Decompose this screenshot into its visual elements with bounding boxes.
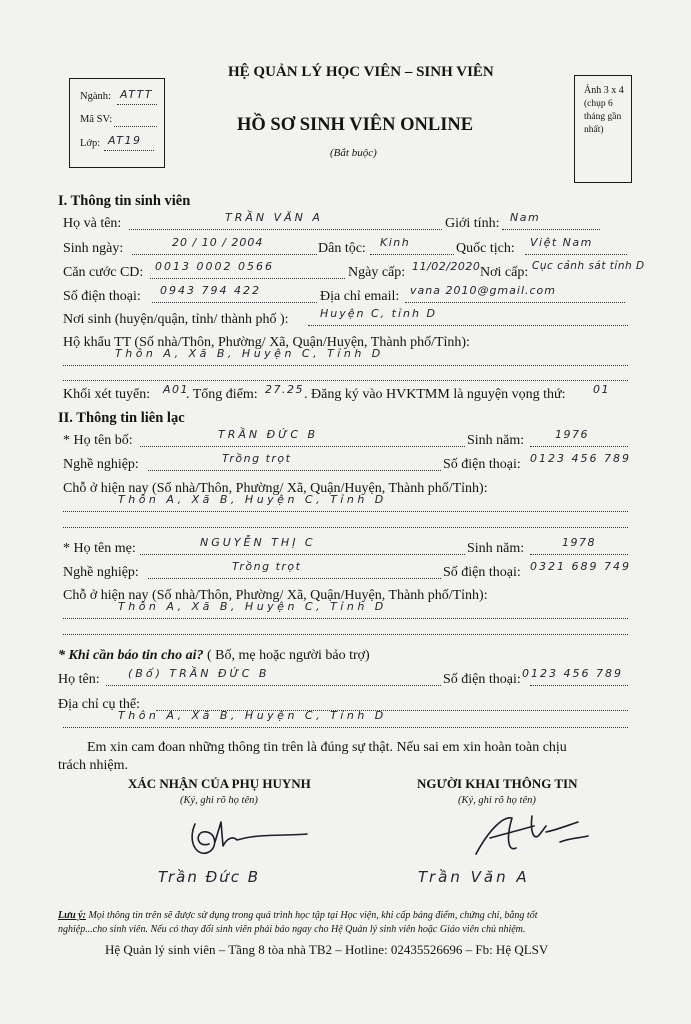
bo-choo-dots-2 (63, 527, 628, 528)
bo-nghe-label: Nghề nghiệp: (63, 457, 139, 472)
hoten-value: TRẦN VĂN A (225, 211, 323, 224)
me-nghe-dots (148, 578, 441, 579)
bo-choo-label: Chỗ ở hiện nay (Số nhà/Thôn, Phường/ Xã, Quận/Huyện, Thành phố/Tỉnh): (63, 481, 488, 496)
hoten-dots (129, 229, 442, 230)
bo-nghe-value: Trồng trọt (222, 452, 292, 465)
bo-nghe-dots (148, 470, 441, 471)
noicap-label: Nơi cấp: (480, 265, 529, 280)
bo-sdt-label: Số điện thoại: (443, 457, 521, 472)
cccd-label: Căn cước CD: (63, 265, 144, 280)
quoctich-value: Việt Nam (530, 236, 593, 249)
email-value: vana 2010@gmail.com (410, 284, 556, 297)
cccd-dots (150, 278, 345, 279)
dantoc-value: Kinh (380, 236, 411, 249)
me-choo-dots-1 (63, 618, 628, 619)
photo-line4: nhất) (584, 125, 604, 135)
commit-line2: trách nhiệm. (58, 758, 128, 773)
ngaysinh-label: Sinh ngày: (63, 241, 124, 256)
dantoc-label: Dân tộc: (318, 241, 366, 256)
lop-value: AT19 (108, 134, 142, 147)
student-signature (460, 808, 600, 868)
khican-line (58, 648, 370, 664)
lienhe-hoten-label: Họ tên: (58, 672, 100, 687)
sig-right-note: (Ký, ghi rõ họ tên) (458, 795, 536, 806)
sig-right-title: NGƯỜI KHAI THÔNG TIN (417, 776, 578, 791)
noisinh-value: Huyện C, tỉnh D (320, 307, 437, 320)
me-nghe-label: Nghề nghiệp: (63, 565, 139, 580)
tongdiem-value: 27.25 (265, 383, 304, 396)
bo-sinhnam-value: 1976 (555, 428, 589, 441)
me-sinhnam-value: 1978 (562, 536, 596, 549)
me-sdt-label: Số điện thoại: (443, 565, 521, 580)
bo-choo-dots-1 (63, 511, 628, 512)
ngaysinh-dots (132, 254, 317, 255)
footer-contact: Hệ Quản lý sinh viên – Tầng 8 tòa nhà TB2 – Hotline: 02435526696 – Fb: Hệ QLSV (105, 942, 549, 957)
tongdiem-label: . Tổng điểm: (186, 387, 258, 402)
khoi-label: Khối xét tuyển: (63, 387, 151, 402)
sig-left-name: Trần Đức B (158, 868, 261, 886)
quoctich-dots (525, 254, 627, 255)
khican-note: ( Bố, mẹ hoặc người bảo trợ) (203, 648, 370, 663)
me-label: * Họ tên mẹ: (63, 541, 136, 556)
sig-left-title: XÁC NHẬN CỦA PHỤ HUYNH (128, 776, 311, 791)
khican-label: * Khi cần báo tin cho ai? (58, 648, 204, 663)
ngaysinh-value: 20 / 10 / 2004 (172, 236, 264, 249)
lienhe-hoten-value: (Bố) TRẦN ĐỨC B (128, 667, 270, 680)
nganh-value: ATTT (120, 88, 153, 101)
quoctich-label: Quốc tịch: (456, 241, 515, 256)
me-nghe-value: Trồng trọt (232, 560, 302, 573)
masv-dots (114, 126, 157, 127)
form-subtitle: (Bắt buộc) (330, 147, 377, 159)
hokhau-dots-2 (63, 380, 628, 381)
ngaycap-label: Ngày cấp: (348, 265, 406, 280)
bo-choo-value: Thôn A, Xã B, Huyện C, Tỉnh D (118, 493, 387, 506)
gioitinh-label: Giới tính: (445, 216, 500, 231)
me-sinhnam-dots (530, 554, 628, 555)
nganh-dots (117, 104, 157, 105)
parent-signature (175, 812, 315, 872)
lienhe-sdt-label: Số điện thoại: (443, 672, 521, 687)
org-title: HỆ QUẢN LÝ HỌC VIÊN – SINH VIÊN (228, 64, 494, 80)
me-sdt-value: 0321 689 749 (530, 560, 631, 573)
masv-label: Mã SV: (80, 114, 113, 125)
photo-line2: (chụp 6 (584, 99, 613, 109)
lienhe-hoten-dots (106, 685, 441, 686)
lienhe-sdt-dots (530, 685, 628, 686)
sig-right-name: Trần Văn A (418, 868, 530, 886)
me-value: NGUYỄN THỊ C (200, 536, 316, 549)
footer-note-label: Lưu ý: (58, 910, 86, 921)
nguyenvong-value: 01 (593, 383, 610, 396)
dangky-label: . Đăng ký vào HVKTMM là nguyện vọng thứ: (304, 387, 566, 402)
ngaycap-value: 11/02/2020 (412, 260, 481, 273)
me-choo-value: Thôn A, Xã B, Huyện C, Tỉnh D (118, 600, 387, 613)
form-title: HỒ SƠ SINH VIÊN ONLINE (237, 115, 474, 135)
sig-left-note: (Ký, ghi rõ họ tên) (180, 795, 258, 806)
sdt-label: Số điện thoại: (63, 289, 141, 304)
hokhau-label: Hộ khẩu TT (Số nhà/Thôn, Phường/ Xã, Quận/Huyện, Thành phố/Tỉnh): (63, 335, 470, 350)
dantoc-dots (370, 254, 454, 255)
email-dots (405, 302, 625, 303)
noisinh-label: Nơi sinh (huyện/quận, tỉnh/ thành phố ): (63, 312, 289, 327)
diachi-value: Thôn A, Xã B, Huyện C, Tỉnh D (118, 709, 387, 722)
sdt-dots (152, 302, 317, 303)
noicap-value: Cục cảnh sát tỉnh D (532, 260, 645, 272)
hokhau-value: Thôn A, Xã B, Huyện C, Tỉnh D (115, 347, 384, 360)
photo-line1: Ảnh 3 x 4 (584, 85, 624, 96)
bo-sdt-value: 0123 456 789 (530, 452, 631, 465)
bo-sinhnam-dots (530, 446, 628, 447)
email-label: Địa chỉ email: (320, 289, 400, 304)
commit-line1: Em xin cam đoan những thông tin trên là đúng sự thật. Nếu sai em xin hoàn toàn chịu (87, 740, 567, 755)
me-choo-label: Chỗ ở hiện nay (Số nhà/Thôn, Phường/ Xã, Quận/Huyện, Thành phố/Tỉnh): (63, 588, 488, 603)
footer-note2: nghiệp...cho sinh viên. Nếu có thay đổi sinh viên phải báo ngay cho Hệ Quản lý sinh viên hoặc Giáo viên chủ nhiệm. (58, 924, 526, 935)
cccd-value: 0013 0002 0566 (155, 260, 274, 273)
bo-sinhnam-label: Sinh năm: (467, 433, 525, 448)
footer-note-line1 (58, 910, 538, 921)
photo-line3: tháng gần (584, 112, 622, 122)
section2-title: II. Thông tin liên lạc (58, 410, 185, 426)
me-sinhnam-label: Sinh năm: (467, 541, 525, 556)
section1-title: I. Thông tin sinh viên (58, 193, 191, 209)
diachi-label: Địa chỉ cụ thể: (58, 697, 141, 712)
bo-label: * Họ tên bố: (63, 433, 133, 448)
diachi-dots-2 (63, 727, 628, 728)
me-dots (140, 554, 465, 555)
noisinh-dots (308, 325, 628, 326)
lienhe-sdt-value: 0123 456 789 (522, 667, 623, 680)
nganh-label: Ngành: (80, 91, 111, 102)
khoi-value: A01 (163, 383, 190, 396)
footer-note1: Mọi thông tin trên sẽ được sử dụng trong quá trình học tập tại Học viện, khi cấp bảng điểm, chứng chỉ, bằng tốt (85, 910, 538, 921)
lop-dots (104, 150, 154, 151)
bo-value: TRẦN ĐỨC B (218, 428, 319, 441)
hokhau-dots-1 (63, 365, 628, 366)
gioitinh-dots (502, 229, 600, 230)
lop-label: Lớp: (80, 138, 101, 149)
hoten-label: Họ và tên: (63, 216, 122, 231)
bo-dots (140, 446, 465, 447)
me-choo-dots-2 (63, 634, 628, 635)
gioitinh-value: Nam (510, 211, 541, 224)
sdt-value: 0943 794 422 (160, 284, 261, 297)
